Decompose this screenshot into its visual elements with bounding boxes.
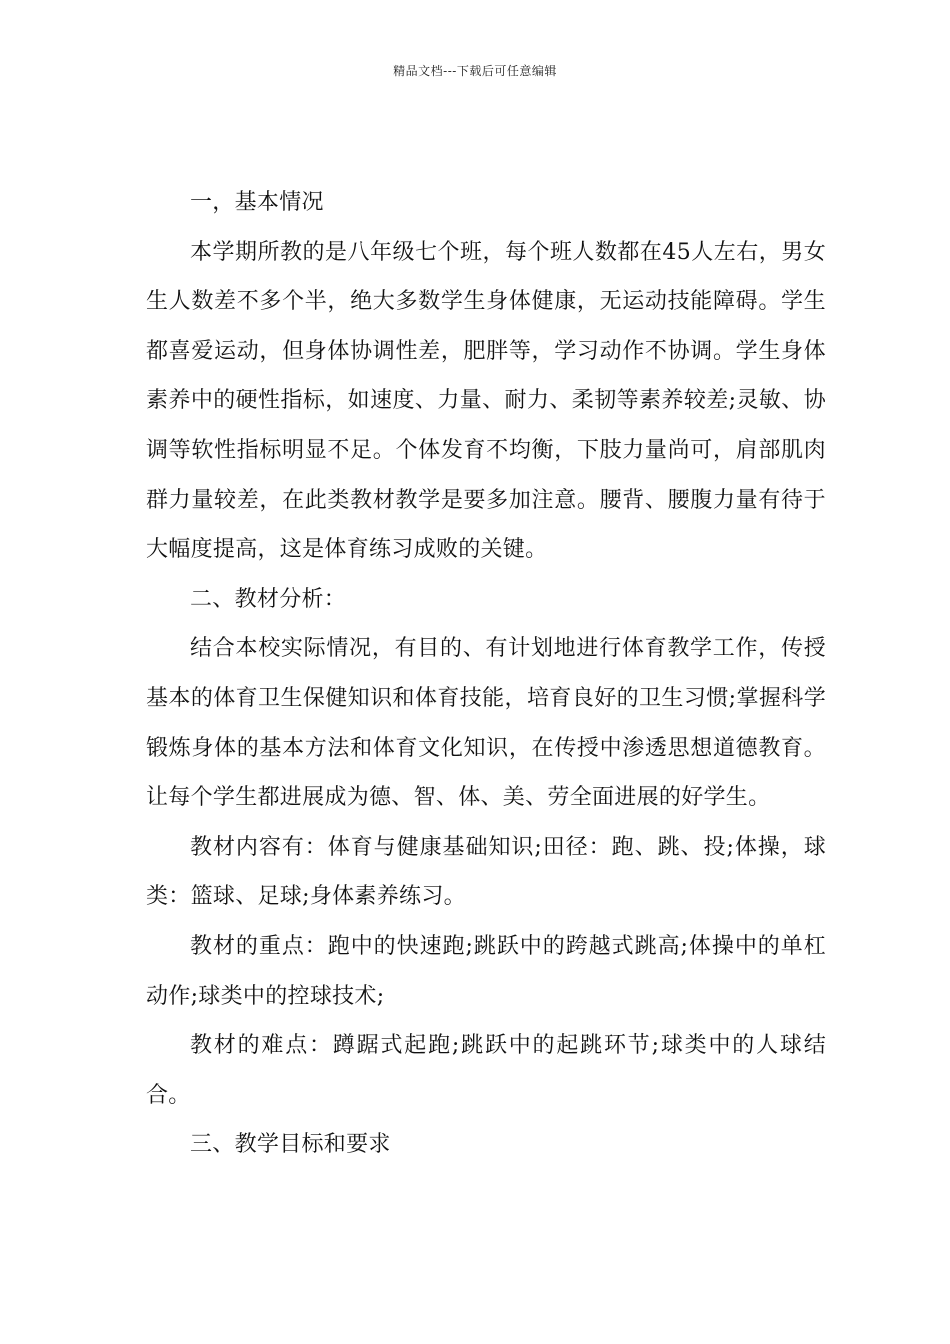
paragraph-material-key-points: 教材的重点：跑中的快速跑;跳跃中的跨越式跳高;体操中的单杠动作;球类中的控球技术; <box>146 933 826 1009</box>
paragraph-material-difficulties: 教材的难点：蹲踞式起跑;跳跃中的起跳环节;球类中的人球结合。 <box>146 1033 826 1108</box>
section-heading-material-analysis: 二、教材分析： <box>190 586 347 612</box>
paragraph-material-content: 教材内容有：体育与健康基础知识;田径：跑、跳、投;体操，球类：篮球、足球;身体素养练习。 <box>146 834 826 910</box>
paragraph-teaching-goals: 结合本校实际情况，有目的、有计划地进行体育教学工作，传授基本的体育卫生保健知识和体育技能，培育良好的卫生习惯;掌握科学锻炼身体的基本方法和体育文化知识，在传授中渗透思想道德教育。让每个学生都进展成为德、智、体、美、劳全面进展的好学生。 <box>146 636 826 811</box>
page-header: 精品文档---下载后可任意编辑 <box>393 64 557 78</box>
paragraph-student-situation: 本学期所教的是八年级七个班，每个班人数都在45人左右，男女生人数差不多个半，绝大多数学生身体健康，无运动技能障碍。学生都喜爱运动，但身体协调性差，肥胖等，学习动作不协调。学生身体素养中的硬性指标，如速度、力量、耐力、柔韧等素养较差;灵敏、协调等软性指标明显不足。个体发育不均衡，下肢力量尚可，肩部肌肉群力量较差，在此类教材教学是要多加注意。腰背、腰腹力量有待于大幅度提高，这是体育练习成败的关键。 <box>146 239 826 563</box>
section-heading-basic-situation: 一，基本情况 <box>190 190 324 215</box>
document-body <box>146 178 826 1170</box>
section-heading-objectives: 三、教学目标和要求 <box>190 1132 391 1158</box>
